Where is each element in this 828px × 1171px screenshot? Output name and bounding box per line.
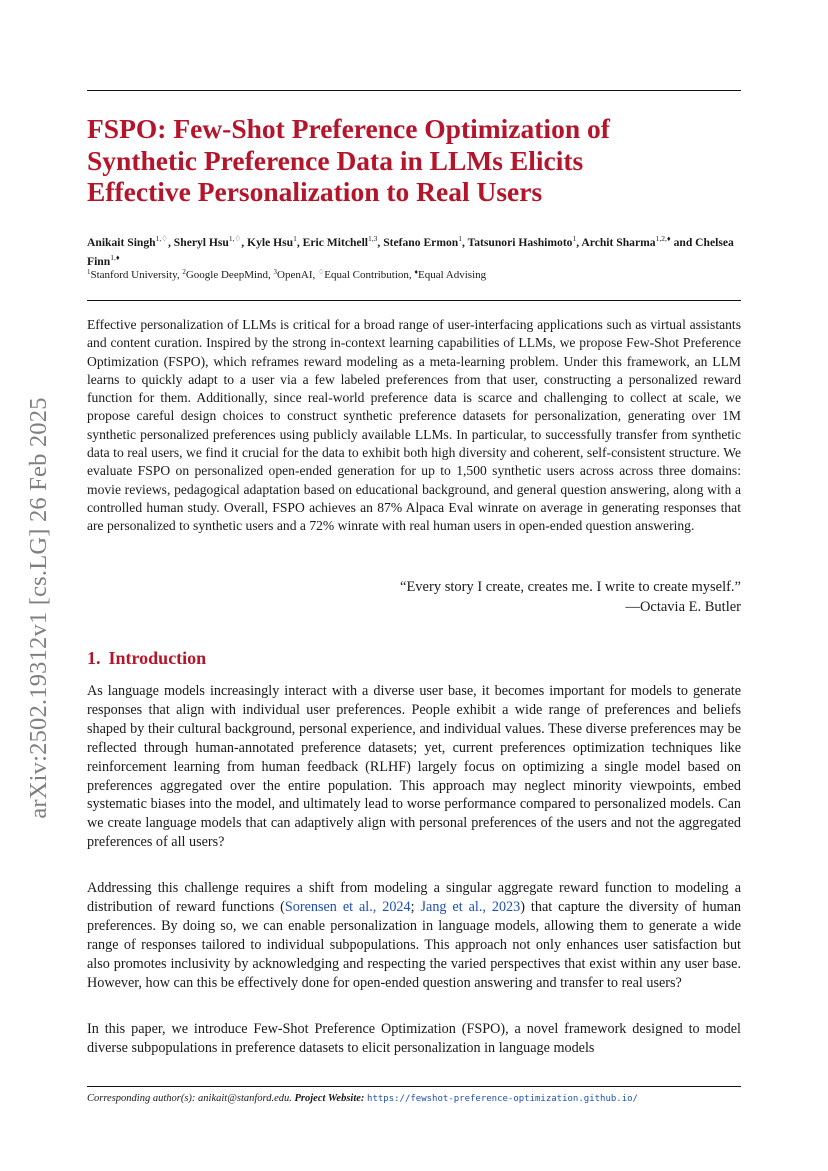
author-name: Sheryl Hsu	[173, 236, 229, 249]
title-line: Effective Personalization to Real Users	[87, 176, 543, 207]
author-affiliation-mark: 1,♦	[110, 253, 120, 262]
footnote-label: Corresponding author(s):	[87, 1093, 196, 1104]
affiliation-list	[87, 269, 486, 281]
intro-paragraph: As language models increasingly interact with a diverse user base, it becomes important for models to generate responses that align with individual user preferences. People exhibit a wide range of preferences and beliefs shaped by their cultural background, personal experience, and individual values. These diverse preferences may be reflected through human-annotated preference datasets; yet, current preferences optimization techniques like reinforcement learning from human feedback (RLHF) largely focus on optimizing a single model based on preferences aggregated over the entire population. This approach may neglect minority viewpoints, embed systematic biases into the model, and ultimately lead to worse performance compared to personalized models. Can we create language models that can adaptively align with personal preferences of the users and not the aggregated preferences of all users?	[87, 683, 741, 851]
author-separator: ,	[296, 236, 303, 249]
author-affiliation-mark: 1	[293, 234, 297, 243]
epigraph	[400, 578, 741, 617]
intro-paragraph	[87, 879, 741, 992]
paragraph-text: Addressing this challenge requires a shift from modeling a singular aggregate reward function to modeling a distribution of reward functions (	[87, 880, 741, 915]
author-name: Tatsunori Hashimoto	[467, 236, 573, 249]
affiliation-mark: ♦	[414, 268, 418, 276]
affiliation-mark: ♢	[317, 268, 325, 276]
epigraph-text: “Every story I create, creates me. I write to create myself.”	[400, 579, 741, 595]
author-affiliation-mark: 1,3	[368, 234, 378, 243]
affiliation-text: Equal Advising	[417, 269, 487, 281]
citation-link[interactable]: Sorensen et al., 2024	[284, 898, 411, 915]
author-affiliation-mark: 1	[572, 234, 577, 243]
arxiv-identifier: arXiv:2502.19312v1 [cs.LG] 26 Feb 2025	[25, 397, 52, 819]
author-separator: ,	[377, 236, 384, 249]
affiliation-mark: 3	[273, 268, 278, 276]
section-heading	[87, 648, 206, 669]
author-affiliation-mark: 1,♢	[228, 234, 242, 243]
author-name: Archit Sharma	[581, 236, 656, 249]
epigraph-attribution: —Octavia E. Butler	[625, 598, 741, 615]
author-name: Chelsea Finn	[87, 236, 734, 268]
author-separator: ,	[461, 236, 468, 249]
affiliation-text: Stanford University,	[90, 269, 183, 281]
affiliation-mark: 2	[182, 268, 186, 276]
author-affiliation-mark: 1,♢	[155, 234, 168, 243]
author-affiliation-mark: 1	[458, 234, 462, 243]
author-separator: ,	[241, 236, 248, 249]
section-number: 1.	[87, 648, 101, 668]
author-email: anikait@stanford.edu.	[195, 1093, 292, 1104]
author-separator: and	[670, 236, 696, 249]
title-line: Synthetic Preference Data in LLMs Elicits	[87, 144, 584, 176]
header-divider	[87, 300, 741, 301]
author-name: Stefano Ermon	[383, 236, 459, 249]
abstract: Effective personalization of LLMs is critical for a broad range of user-interfacing applications such as virtual assistants and content curation. Inspired by the strong in-context learning capabilities of LLMs, we propose Few-Shot Preference Optimization (FSPO), which reframes reward modeling as a meta-learning problem. Under this framework, an LLM learns to quickly adapt to a user via a few labeled preferences from that user, constructing a personalized reward function for them. Additionally, since real-world preference data is scarce and challenging to collect at scale, we propose careful design choices to construct synthetic preference datasets for personalization, generating over 1M synthetic personalized preferences using publicly available LLMs. In particular, to successfully transfer from synthetic data to real users, we find it crucial for the data to exhibit both high diversity and coherent, self-consistent structure. We evaluate FSPO on personalized open-ended generation for up to 1,500 synthetic users across across three domains: movie reviews, pedagogical adaptation based on educational background, and general question answering, along with a controlled human study. Overall, FSPO achieves an 87% Alpaca Eval winrate on average in generating responses that are personalized to synthetic users and a 72% winrate with real human users in open-ended question answering.	[87, 317, 741, 534]
author-name: Kyle Hsu	[247, 236, 294, 249]
top-rule	[87, 90, 741, 91]
affiliation-text: OpenAI,	[277, 269, 318, 281]
intro-paragraph: In this paper, we introduce Few-Shot Preference Optimization (FSPO), a novel framework designed to model diverse subpopulations in preference datasets to elicit personalization in language models	[87, 1021, 741, 1056]
author-separator: ,	[168, 236, 174, 249]
author-separator: ,	[576, 236, 582, 249]
section-title: Introduction	[108, 648, 207, 668]
affiliation-mark: 1	[87, 268, 91, 276]
author-name: Eric Mitchell	[302, 236, 369, 249]
affiliation-text: Google DeepMind,	[185, 269, 274, 281]
footnote-label: Project Website:	[291, 1093, 365, 1104]
affiliation-text: Equal Contribution,	[324, 269, 415, 281]
paragraph-text: ) that capture the diversity of human preferences. By doing so, we can enable personalization in language models, allowing them to generate a wide range of responses tailored to individual subpopulations. This approach not only enhances user satisfaction but also promotes inclusivity by acknowledging and respecting the varied perspectives that exist within any user base. However, how can this be effectively done for open-ended question answering and transfer to real users?	[87, 898, 741, 991]
title-line: FSPO: Few-Shot Preference Optimization of	[87, 113, 610, 144]
author-affiliation-mark: 1,2,♦	[655, 234, 671, 243]
project-website-link[interactable]: https://fewshot-preference-optimization.github.io/	[367, 1094, 638, 1104]
author-list	[87, 233, 741, 271]
paper-title	[87, 113, 747, 208]
corresponding-author-footnote	[87, 1093, 638, 1104]
citation-link[interactable]: Jang et al., 2023	[420, 898, 521, 915]
author-name: Anikait Singh	[87, 236, 156, 249]
paragraph-text: ;	[410, 898, 421, 915]
footnote-divider	[87, 1086, 741, 1087]
